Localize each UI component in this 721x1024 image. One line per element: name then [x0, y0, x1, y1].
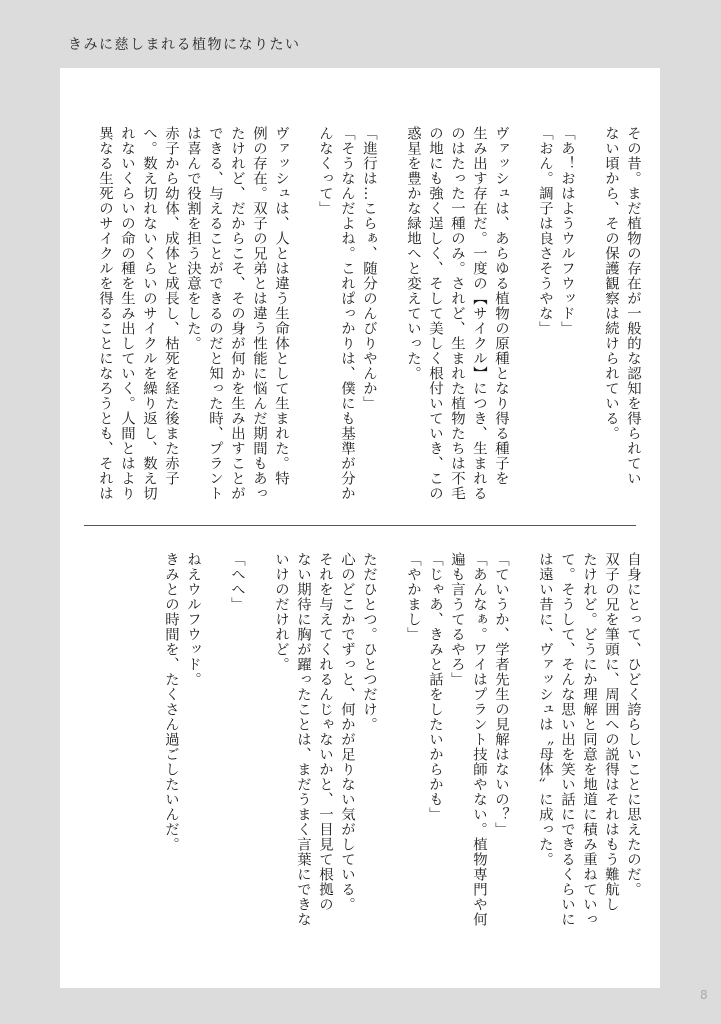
text-line: 遍も言うてるやろ」 — [449, 552, 465, 687]
text-line: たけれど。どうにか理解と同意を地道に積み重ねていっ — [581, 552, 597, 927]
text-line — [512, 552, 534, 972]
text-line: 異なる生死のサイクルを得ることになろうとも、それは — [97, 126, 113, 501]
text-line: 「やかまし」 — [405, 552, 421, 642]
text-line: ない頃から、その保護観察は続けられている。 — [603, 126, 619, 441]
text-line: へ。数え切れないくらいのサイクルを繰り返し、数え切 — [141, 126, 157, 501]
text-line: 「あ！おはようウルフウッド」 — [559, 126, 575, 336]
text-line: ヴァッシュは、人とは違う生命体として生まれた。特 — [273, 126, 289, 486]
text-line: 「ていうか、学者先生の見解はないの？」 — [493, 552, 509, 837]
text-line: 生み出す存在だ。一度の【サイクル】につき、生まれる — [471, 126, 487, 501]
text-line: 「そうなんだよね。これぱっかりは、僕にも基準が分か — [339, 126, 355, 501]
text-line: できる、与えることができるのだと知った時、プラント — [207, 126, 223, 501]
page-sheet — [60, 68, 660, 988]
text-line: 「へへ」 — [229, 552, 245, 612]
text-line: ない期待に胸が躍ったことは、まだうまく言葉にできな — [295, 552, 311, 927]
text-line — [512, 126, 534, 546]
text-block-bottom — [160, 552, 644, 972]
text-block-top — [94, 126, 644, 546]
text-line: いけのだけれど。 — [273, 552, 289, 672]
page-number: 8 — [700, 988, 708, 1002]
text-line — [380, 126, 402, 546]
text-line: ヴァッシュは、あらゆる植物の原種となり得る種子を — [493, 126, 509, 486]
text-line: ただひとつ。ひとつだけ。 — [361, 552, 377, 732]
text-line: の地にも強く逞しく、そして美しく根付いていき、この — [427, 126, 443, 501]
text-line: 赤子から幼体、成体と成長し、枯死を経た後また赤子 — [163, 126, 179, 486]
text-line — [292, 126, 314, 546]
text-line: その昔。まだ植物の存在が一般的な認知を得られてい — [625, 126, 641, 486]
text-line — [204, 552, 226, 972]
text-line: 「あんなぁ。ワイはプラント技師やない。植物専門や何 — [471, 552, 487, 927]
text-line: は遠い昔に、ヴァッシュは〝母体〟に成った。 — [537, 552, 553, 867]
text-line: 「進行は…こらぁ、随分のんびりやんか」 — [361, 126, 377, 411]
text-line: 心のどこかでずっと、何かが足りない気がしている。 — [339, 552, 355, 912]
text-line: んなくって」 — [317, 126, 333, 216]
text-line — [578, 126, 600, 546]
text-line: 自身にとって、ひどく誇らしいことに思えたのだ。 — [625, 552, 641, 897]
text-line: 双子の兄を筆頭に、周囲への説得はそれはもう難航し — [603, 552, 619, 912]
text-line — [248, 552, 270, 972]
text-line: ねえウルフウッド。 — [185, 552, 201, 687]
text-line: たけれど、だからこそ、その身が何かを生み出すことが — [229, 126, 245, 501]
text-line: のはたった一種のみ。されど、生まれた植物たちは不毛 — [449, 126, 465, 501]
text-line: 惑星を豊かな緑地へと変えていった。 — [405, 126, 421, 381]
text-line: 「おん。調子は良さそうやな」 — [537, 126, 553, 336]
text-line: 「じゃあ、きみと話をしたいからかも」 — [427, 552, 443, 822]
text-line: きみとの時間を、たくさん過ごしたいんだ。 — [163, 552, 179, 852]
text-line: は喜んで役割を担う決意をした。 — [185, 126, 201, 351]
section-divider — [84, 525, 636, 526]
text-line: れないくらいの命の種を生み出していく。人間とはより — [119, 126, 135, 501]
text-line: 例の存在。双子の兄弟とは違う性能に悩んだ期間もあっ — [251, 126, 267, 501]
running-header: きみに慈しまれる植物になりたい — [68, 37, 301, 53]
text-line: それを与えてくれるんじゃないかと、一目見て根拠の — [317, 552, 333, 912]
text-line: て。そうして、そんな思い出を笑い話にできるくらいに — [559, 552, 575, 927]
text-line — [380, 552, 402, 972]
